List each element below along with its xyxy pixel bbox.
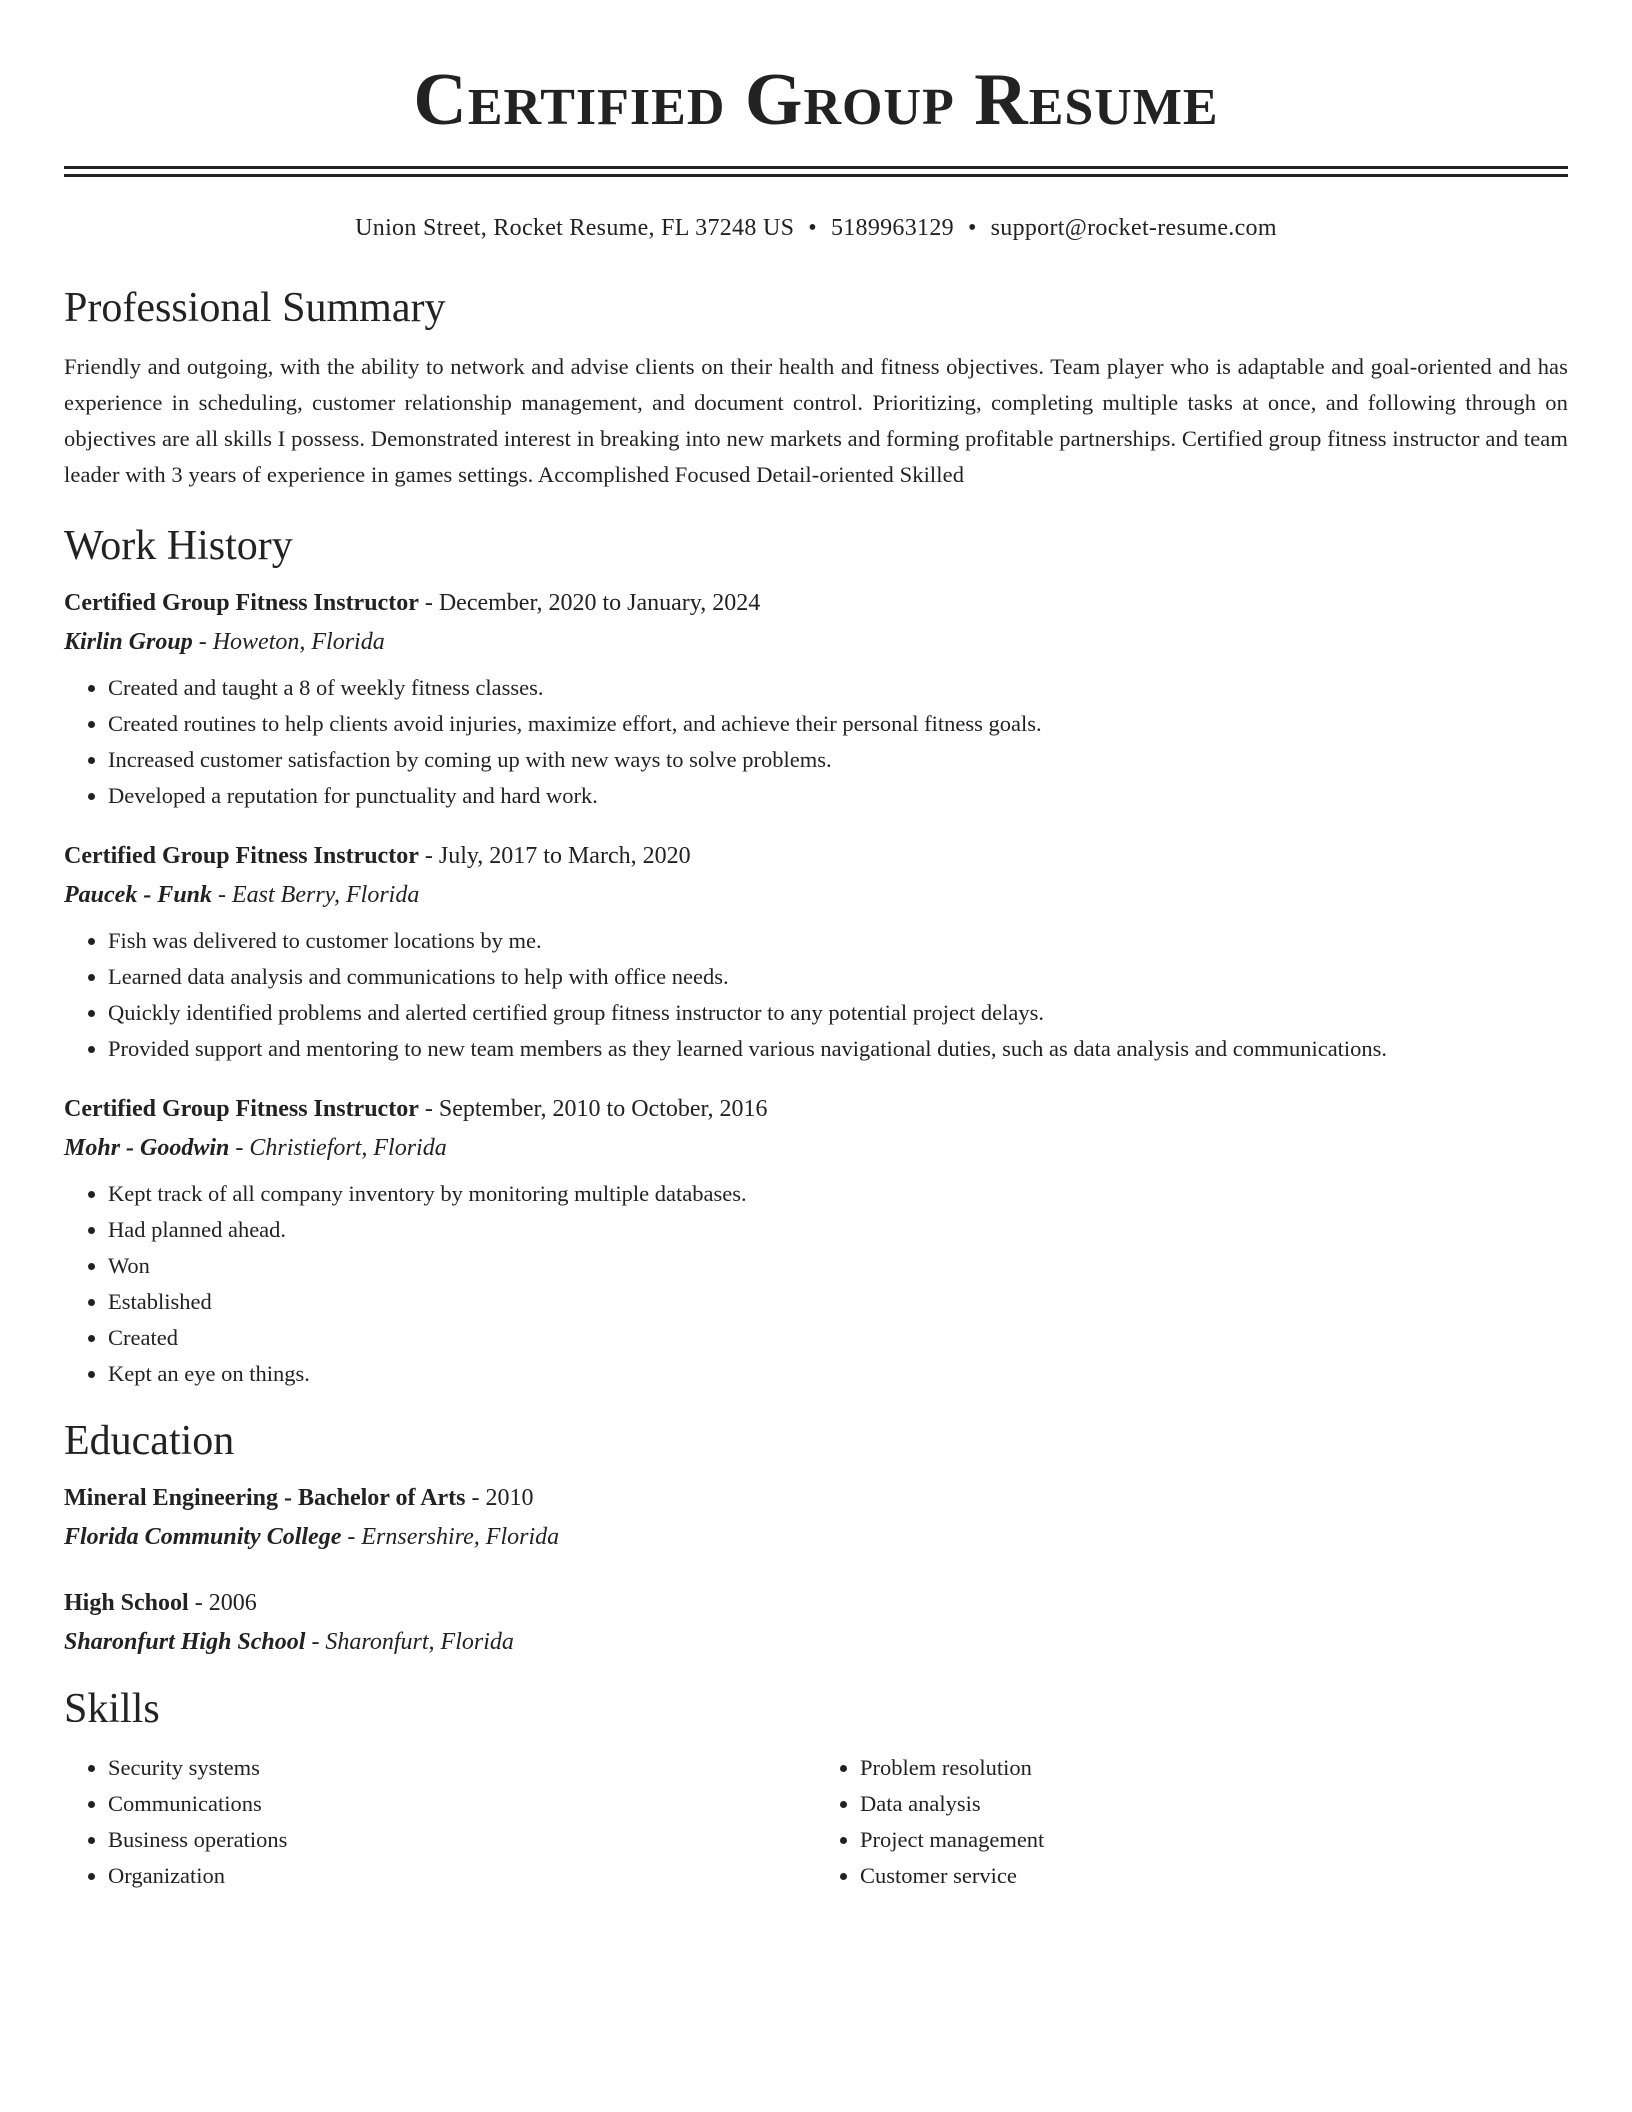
job-location: - Howeton, Florida <box>198 629 385 655</box>
contact-email: support@rocket-resume.com <box>990 215 1277 241</box>
skill-item: • Business operations <box>108 1822 816 1858</box>
job-bullet: • Learned data analysis and communications to help with office needs. <box>108 959 1568 995</box>
job-dates: - September, 2010 to October, 2016 <box>424 1096 768 1122</box>
job-bullet: • Developed a reputation for punctuality and hard work. <box>108 778 1568 814</box>
education-school-line <box>64 1626 1568 1658</box>
job-bullets <box>64 670 1568 814</box>
education-entry <box>64 1482 1568 1553</box>
job-title: Certified Group Fitness Instructor <box>64 843 419 869</box>
job-company-line <box>64 879 1568 911</box>
job-title: Certified Group Fitness Instructor <box>64 1096 419 1122</box>
job-bullet: • Kept an eye on things. <box>108 1356 1568 1392</box>
job-bullet: • Had planned ahead. <box>108 1212 1568 1248</box>
job-dates: - July, 2017 to March, 2020 <box>424 843 691 869</box>
resume-title: Certified Group Resume <box>413 59 1219 141</box>
contact-phone: 5189963129 <box>830 215 954 241</box>
job-header <box>64 587 1568 619</box>
education-school: Sharonfurt High School <box>64 1629 306 1655</box>
job-location: - Christiefort, Florida <box>235 1135 447 1161</box>
job-bullet: • Quickly identified problems and alerted certified group fitness instructor to any potential project delays. <box>108 995 1568 1031</box>
education-heading: Education <box>64 1418 235 1464</box>
job-company-line <box>64 1132 1568 1164</box>
skill-item: • Customer service <box>860 1858 1568 1894</box>
title-divider-bottom <box>64 174 1568 177</box>
job-location: - East Berry, Florida <box>218 882 420 908</box>
skill-item: • Communications <box>108 1786 816 1822</box>
job-entry <box>64 587 1568 814</box>
skills-column-right <box>816 1750 1568 1894</box>
job-company-line <box>64 626 1568 658</box>
job-company: Paucek - Funk <box>64 882 213 908</box>
contact-separator: • <box>808 215 817 241</box>
job-bullet: • Created routines to help clients avoid injuries, maximize effort, and achieve their personal fitness goals. <box>108 706 1568 742</box>
education-header <box>64 1482 1568 1514</box>
education-header <box>64 1587 1568 1619</box>
education-year: - 2010 <box>471 1485 534 1511</box>
contact-address: Union Street, Rocket Resume, FL 37248 US <box>355 215 795 241</box>
job-title: Certified Group Fitness Instructor <box>64 590 419 616</box>
skill-item: • Project management <box>860 1822 1568 1858</box>
education-year: - 2006 <box>194 1590 257 1616</box>
title-divider-top <box>64 166 1568 169</box>
skills-heading: Skills <box>64 1686 160 1732</box>
job-bullet: • Created <box>108 1320 1568 1356</box>
skill-item: • Data analysis <box>860 1786 1568 1822</box>
skills-list <box>64 1750 1568 1894</box>
education-degree: High School <box>64 1590 189 1616</box>
job-entry <box>64 840 1568 1067</box>
job-bullet: • Established <box>108 1284 1568 1320</box>
job-header <box>64 1093 1568 1125</box>
job-dates: - December, 2020 to January, 2024 <box>424 590 761 616</box>
skill-item: • Problem resolution <box>860 1750 1568 1786</box>
education-school-line <box>64 1521 1568 1553</box>
skill-item: • Security systems <box>108 1750 816 1786</box>
education-entry <box>64 1587 1568 1658</box>
job-bullet: • Kept track of all company inventory by monitoring multiple databases. <box>108 1176 1568 1212</box>
job-bullets <box>64 923 1568 1067</box>
education-location: - Ernsershire, Florida <box>347 1524 560 1550</box>
skills-column-left <box>64 1750 816 1894</box>
job-company: Mohr - Goodwin <box>64 1135 230 1161</box>
job-bullet: • Created and taught a 8 of weekly fitness classes. <box>108 670 1568 706</box>
contact-line <box>64 213 1568 243</box>
job-bullet: • Fish was delivered to customer locations by me. <box>108 923 1568 959</box>
education-location: - Sharonfurt, Florida <box>311 1629 514 1655</box>
education-school: Florida Community College <box>64 1524 342 1550</box>
job-bullets <box>64 1176 1568 1392</box>
job-entry <box>64 1093 1568 1392</box>
job-bullet: • Won <box>108 1248 1568 1284</box>
education-degree: Mineral Engineering - Bachelor of Arts <box>64 1485 466 1511</box>
job-bullet: • Increased customer satisfaction by coming up with new ways to solve problems. <box>108 742 1568 778</box>
job-header <box>64 840 1568 872</box>
work-history-heading: Work History <box>64 523 293 569</box>
skill-item: • Organization <box>108 1858 816 1894</box>
summary-heading: Professional Summary <box>64 285 446 331</box>
contact-separator: • <box>967 215 977 241</box>
summary-text: Friendly and outgoing, with the ability to network and advise clients on their health and fitness objectives. Team player who is adaptable and goal-oriented and has experience in scheduling, customer relationship management, and document control. Prioritizing, completing multiple tasks at once, and following through on objectives are all skills I possess. Demonstrated interest in breaking into new markets and forming profitable partnerships. Certified group fitness instructor and team leader with 3 years of experience in games settings. Accomplished Focused Detail-oriented Skilled <box>64 354 1568 487</box>
job-company: Kirlin Group <box>64 629 193 655</box>
job-bullet: • Provided support and mentoring to new team members as they learned various navigational duties, such as data analysis and communications. <box>108 1031 1568 1067</box>
